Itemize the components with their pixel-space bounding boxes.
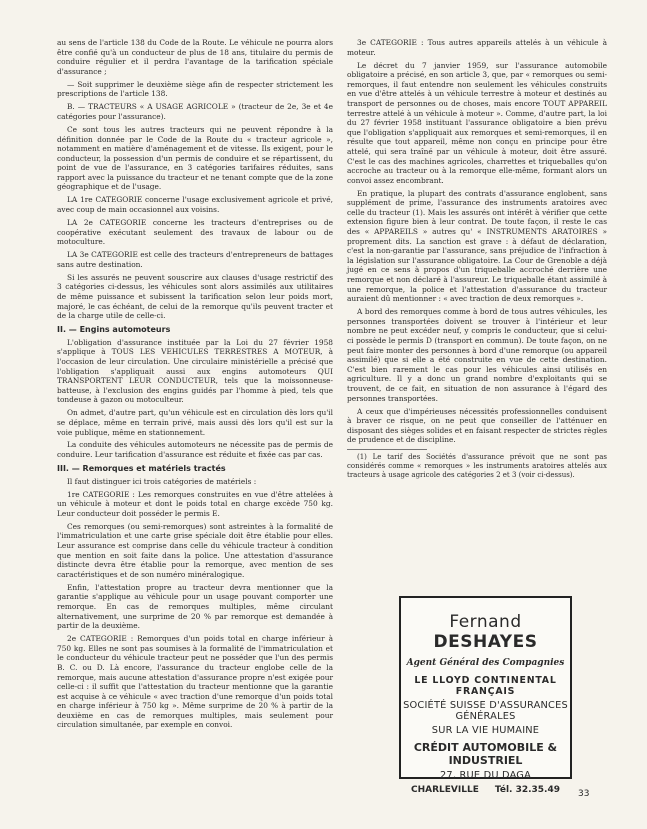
paragraph: Si les assurés ne peuvent souscrire aux clauses d'usage restrictif des 3 catégories ci-dessus, les véhicules sont alors assimilés aux utilitaires de même puissance et subissent la tarification selon leur poids mort, majoré, le cas échéant, de celui de la remorque qu'ils peuvent tracter et de la charge utile de celle-ci. xyxy=(57,272,333,321)
agent-name xyxy=(401,612,570,652)
ad-phone: Tél. 32.35.49 xyxy=(494,785,560,795)
right-text-column xyxy=(347,38,607,483)
paragraph: L'obligation d'assurance instituée par la Loi du 27 février 1958 s'applique à TOUS LES VEHICULES TERRESTRES A MOTEUR, à l'occasion de leur circulation. Une circulaire ministérielle a précisé que l'obligation s'appliquait aussi aux engins automoteurs QUI TRANSPORTENT LEUR CONDUCTEUR, tels que la moissonneuse-batteuse, à l'exclusion des engins guidés par l'homme à pied, tels que tondeuse à gazon ou motoculteur. xyxy=(57,337,333,405)
left-text-column xyxy=(57,38,333,733)
footnote-divider xyxy=(347,449,427,450)
paragraph: LA 3e CATEGORIE est celle des tracteurs d'entrepreneurs de battages sans autre destination. xyxy=(57,250,333,269)
paragraph: On admet, d'autre part, qu'un véhicule est en circulation dès lors qu'il se déplace, même en terrain privé, mais aussi dès lors qu'il est sur la voie publique, même en stationnement. xyxy=(57,408,333,437)
paragraph: Ces remorques (ou semi-remorques) sont astreintes à la formalité de l'immatriculation et une carte grise spéciale doit être établie pour elles. Leur assurance est comprise dans celle du véhicule tracteur à condition que mention en soit faite dans la police. Une attestation d'assurance distincte devra être établie pour la remorque, avec mention de ses caractéristiques et de son numéro minéralogique. xyxy=(57,521,333,579)
section-heading: III. — Remorques et matériels tractés xyxy=(57,463,226,473)
company-lloyd: LE LLOYD CONTINENTAL FRANÇAIS xyxy=(414,675,557,697)
paragraph: LA 1re CATEGORIE concerne l'usage exclusivement agricole et privé, avec coup de main occasionnel aux voisins. xyxy=(57,195,333,215)
agent-title: Agent Général des Compagnies xyxy=(406,658,565,668)
paragraph: 2e CATEGORIE : Remorques d'un poids total en charge inférieur à 750 kg. Elles ne sont pas soumises à la formalité de l'immatriculation et le conducteur du véhicule tracteur peut ne posséder que l'un des permis B. C. ou D. Là encore, l'assurance du tracteur englobe celle de la remorque, mais aucune attestation d'assurance propre n'est exigée pour celle-ci : il suffit que l'attestation du tracteur mentionne que la garantie est acquise à ce véhicule « avec traction d'une remorque d'un poids total en charge inférieur à 750 kg ». Même surprime de 20 % à partir de la deuxième en cas de remorques multiples, mais seulement pour circulation simultanée, par exemple en convoi. xyxy=(57,634,333,730)
paragraph: Enfin, l'attestation propre au tracteur devra mentionner que la garantie s'applique au véhicule pour un usage pouvant comporter une remorque. En cas de remorques multiples, même circulant alternativement, une surprime de 20 % par remorque est demandée à partir de la deuxième. xyxy=(57,582,333,631)
paragraph: Il faut distinguer ici trois catégories de matériels : xyxy=(67,476,257,486)
paragraph: A bord des remorques comme à bord de tous autres véhicules, les personnes transportées doivent se trouver à l'intérieur et leur nombre ne peut excéder neuf, y compris le conducteur, que si celui-ci possède le permis D (transport en commun). De toute façon, on ne peut faire monter des personnes à bord d'une remorque (ou appareil assimilé) que si elle a été construite en vue de cette destination. C'est bien rarement le cas pour les véhicules ainsi utilisés en agriculture. Il y a donc un grand nombre d'exploitants qui se trouvent, de ce fait, en situation de non assurance à l'égard des personnes transportées. xyxy=(347,307,607,403)
agent-first-name: Fernand xyxy=(449,612,522,632)
paragraph: LA 2e CATEGORIE concerne les tracteurs d'entreprises ou de coopérative exécutant seulement des travaux de labour ou de motoculture. xyxy=(57,218,333,247)
section-heading: II. — Engins automoteurs xyxy=(57,324,171,334)
paragraph: B. — TRACTEURS « A USAGE AGRICOLE » (tracteur de 2e, 3e et 4e catégories pour l'assurance). xyxy=(57,102,333,121)
company-credit-auto: CRÉDIT AUTOMOBILE & INDUSTRIEL xyxy=(413,741,558,767)
paragraph: Ce sont tous les autres tracteurs qui ne peuvent répondre à la définition donnée par le Code de la Route du « tracteur agricole », notamment en matière d'aménagement et de vitesse. Ils exigent, pour le conducteur, la possession d'un permis de conduire et se répartissent, du point de vue de l'assurance, en 3 catégories tarifaires réduites, sans rapport avec la puissance du tracteur et ne tenant compte que de la zone géographique et de l'usage. xyxy=(57,124,333,192)
footnote: (1) Le tarif des Sociétés d'assurance prévoit que ne sont pas considérés comme « remorques » les instruments aratoires attelés aux tracteurs à usage agricole des catégories 2 et 3 (voir ci-dessus). xyxy=(347,452,607,479)
paragraph: En pratique, la plupart des contrats d'assurance englobent, sans supplément de prime, l'assurance des instruments aratoires avec celle du tracteur (1). Mais les assurés ont intérêt à vérifier que cette extension figure bien à leur contrat. De toute façon, il reste le cas des « APPAREILS » autres qu' « INSTRUMENTS ARATOIRES » proprement dits. La sanction est grave : à défaut de déclaration, c'est la non-garantie par l'assurance, sans préjudice de l'infraction à la législation sur l'assurance obligatoire. La Cour de Grenoble a déjà jugé en ce sens à propos d'un triqueballe accroché derrière une remorque et non déclaré à l'assureur. Le triqueballe étant assimilé à une remorque, la police et l'attestation d'assurance du tracteur auraient dû mentionner : « avec traction de deux remorques ». xyxy=(347,188,607,304)
page-number: 33 xyxy=(578,789,590,799)
paragraph: 3e CATEGORIE : Tous autres appareils attelés à un véhicule à moteur. xyxy=(347,38,607,57)
ad-address: 27, RUE DU DAGA xyxy=(440,770,531,781)
paragraph: A ceux que d'impérieuses nécessités professionnelles conduisent à braver ce risque, on ne peut que conseiller de l'atténuer en disposant des sièges solides et en faisant respecter de strictes règles de prudence et de discipline. xyxy=(347,406,607,445)
ad-city: CHARLEVILLE xyxy=(411,785,479,795)
paragraph: Le décret du 7 janvier 1959, sur l'assurance automobile obligatoire a précisé, en son article 3, que, par « remorques ou semi-remorques, il faut entendre non seulement les véhicules construits en vue d'être attelés à un véhicule terrestre à moteur et destinés au transport de personnes ou de choses, mais encore TOUT APPAREIL terrestre attelé à un véhicule à moteur ». Comme, d'autre part, la loi du 27 février 1958 instituant l'assurance obligatoire a bien prévu que l'obligation s'appliquait aux remorques et semi-remorques, il en résulte que tout appareil, même non conçu en principe pour être attelé, qui sera traîné par un véhicule à moteur, doit être assuré. C'est le cas des machines agricoles, charrettes et triqueballes qu'on accroche au tracteur ou à la remorque elle-même, formant alors un convoi assez encombrant. xyxy=(347,60,607,185)
paragraph: — Soit supprimer le deuxième siège afin de respecter strictement les prescriptions de l'article 138. xyxy=(57,79,333,99)
deshayes-advertisement xyxy=(399,596,572,795)
agent-last-name: DESHAYES xyxy=(433,632,538,652)
company-suisse: SOCIÉTÉ SUISSE D'ASSURANCES GÉNÉRALES xyxy=(403,700,568,722)
paragraph: au sens de l'article 138 du Code de la Route. Le véhicule ne pourra alors être confié qu'à un conducteur de plus de 18 ans, titulaire du permis de conduire régulier et il perdra l'avantage de la tarification spéciale d'assurance ; xyxy=(57,38,333,76)
paragraph: La conduite des véhicules automoteurs ne nécessite pas de permis de conduire. Leur tarification d'assurance est réduite et fixée cas par cas. xyxy=(57,440,333,460)
company-suisse-vie: SUR LA VIE HUMAINE xyxy=(431,725,540,736)
paragraph: 1re CATEGORIE : Les remorques construites en vue d'être attelées à un véhicule à moteur et dont le poids total en charge excède 750 kg. Leur conducteur doit posséder le permis E. xyxy=(57,489,333,518)
